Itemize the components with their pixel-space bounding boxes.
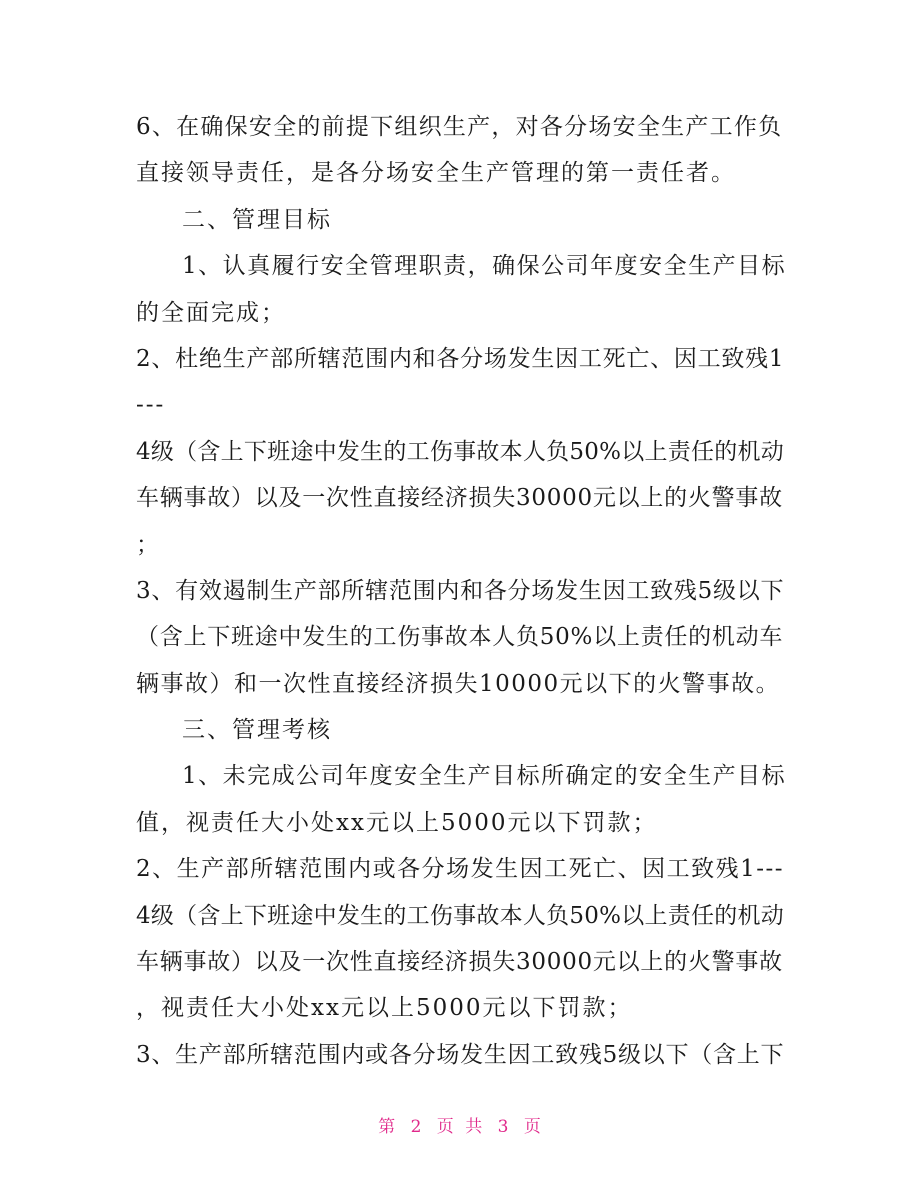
text-line: 直接领导责任，是各分场安全生产管理的第一责任者。 xyxy=(136,160,736,187)
footer-current-page: 2 xyxy=(410,1117,423,1137)
text-line: （含上下班途中发生的工伤事故本人负50%以上责任的机动车 xyxy=(136,624,784,651)
text-line: ； xyxy=(136,531,161,558)
text-line: 的全面完成； xyxy=(136,299,286,326)
text-line: 车辆事故）以及一次性直接经济损失30000元以上的火警事故 xyxy=(136,949,783,976)
text-line: 二、管理目标 xyxy=(182,206,332,233)
footer-prefix: 第 xyxy=(378,1117,397,1137)
text-line: 辆事故）和一次性直接经济损失10000元以下的火警事故。 xyxy=(136,670,781,697)
text-line: 1、未完成公司年度安全生产目标所确定的安全生产目标 xyxy=(182,763,787,790)
text-line: 4级（含上下班途中发生的工伤事故本人负50%以上责任的机动 xyxy=(136,438,785,465)
text-line: 2、杜绝生产部所辖范围内和各分场发生因工死亡、因工致残1 xyxy=(136,345,785,372)
text-line: ，视责任大小处xx元以上5000元以下罚款； xyxy=(136,995,633,1022)
text-line: --- xyxy=(136,392,166,419)
footer-total-pages: 3 xyxy=(497,1117,510,1137)
text-line: 2、生产部所辖范围内或各分场发生因工死亡、因工致残1--- xyxy=(136,856,785,883)
document-body xyxy=(136,104,786,1078)
footer-middle: 页 共 xyxy=(436,1117,484,1137)
page-footer xyxy=(0,1112,920,1137)
text-line: 4级（含上下班途中发生的工伤事故本人负50%以上责任的机动 xyxy=(136,902,785,929)
text-line: 1、认真履行安全管理职责，确保公司年度安全生产目标 xyxy=(182,253,787,280)
text-line: 3、有效遏制生产部所辖范围内和各分场发生因工致残5级以下 xyxy=(136,577,785,604)
text-line: 6、在确保安全的前提下组织生产，对各分场安全生产工作负 xyxy=(136,114,783,140)
text-line: 3、生产部所辖范围内或各分场发生因工致残5级以下（含上下 xyxy=(136,1041,785,1068)
footer-suffix: 页 xyxy=(523,1117,542,1137)
text-line: 值，视责任大小处xx元以上5000元以下罚款； xyxy=(136,809,658,836)
text-line: 三、管理考核 xyxy=(182,717,332,744)
text-line: 车辆事故）以及一次性直接经济损失30000元以上的火警事故 xyxy=(136,485,783,512)
